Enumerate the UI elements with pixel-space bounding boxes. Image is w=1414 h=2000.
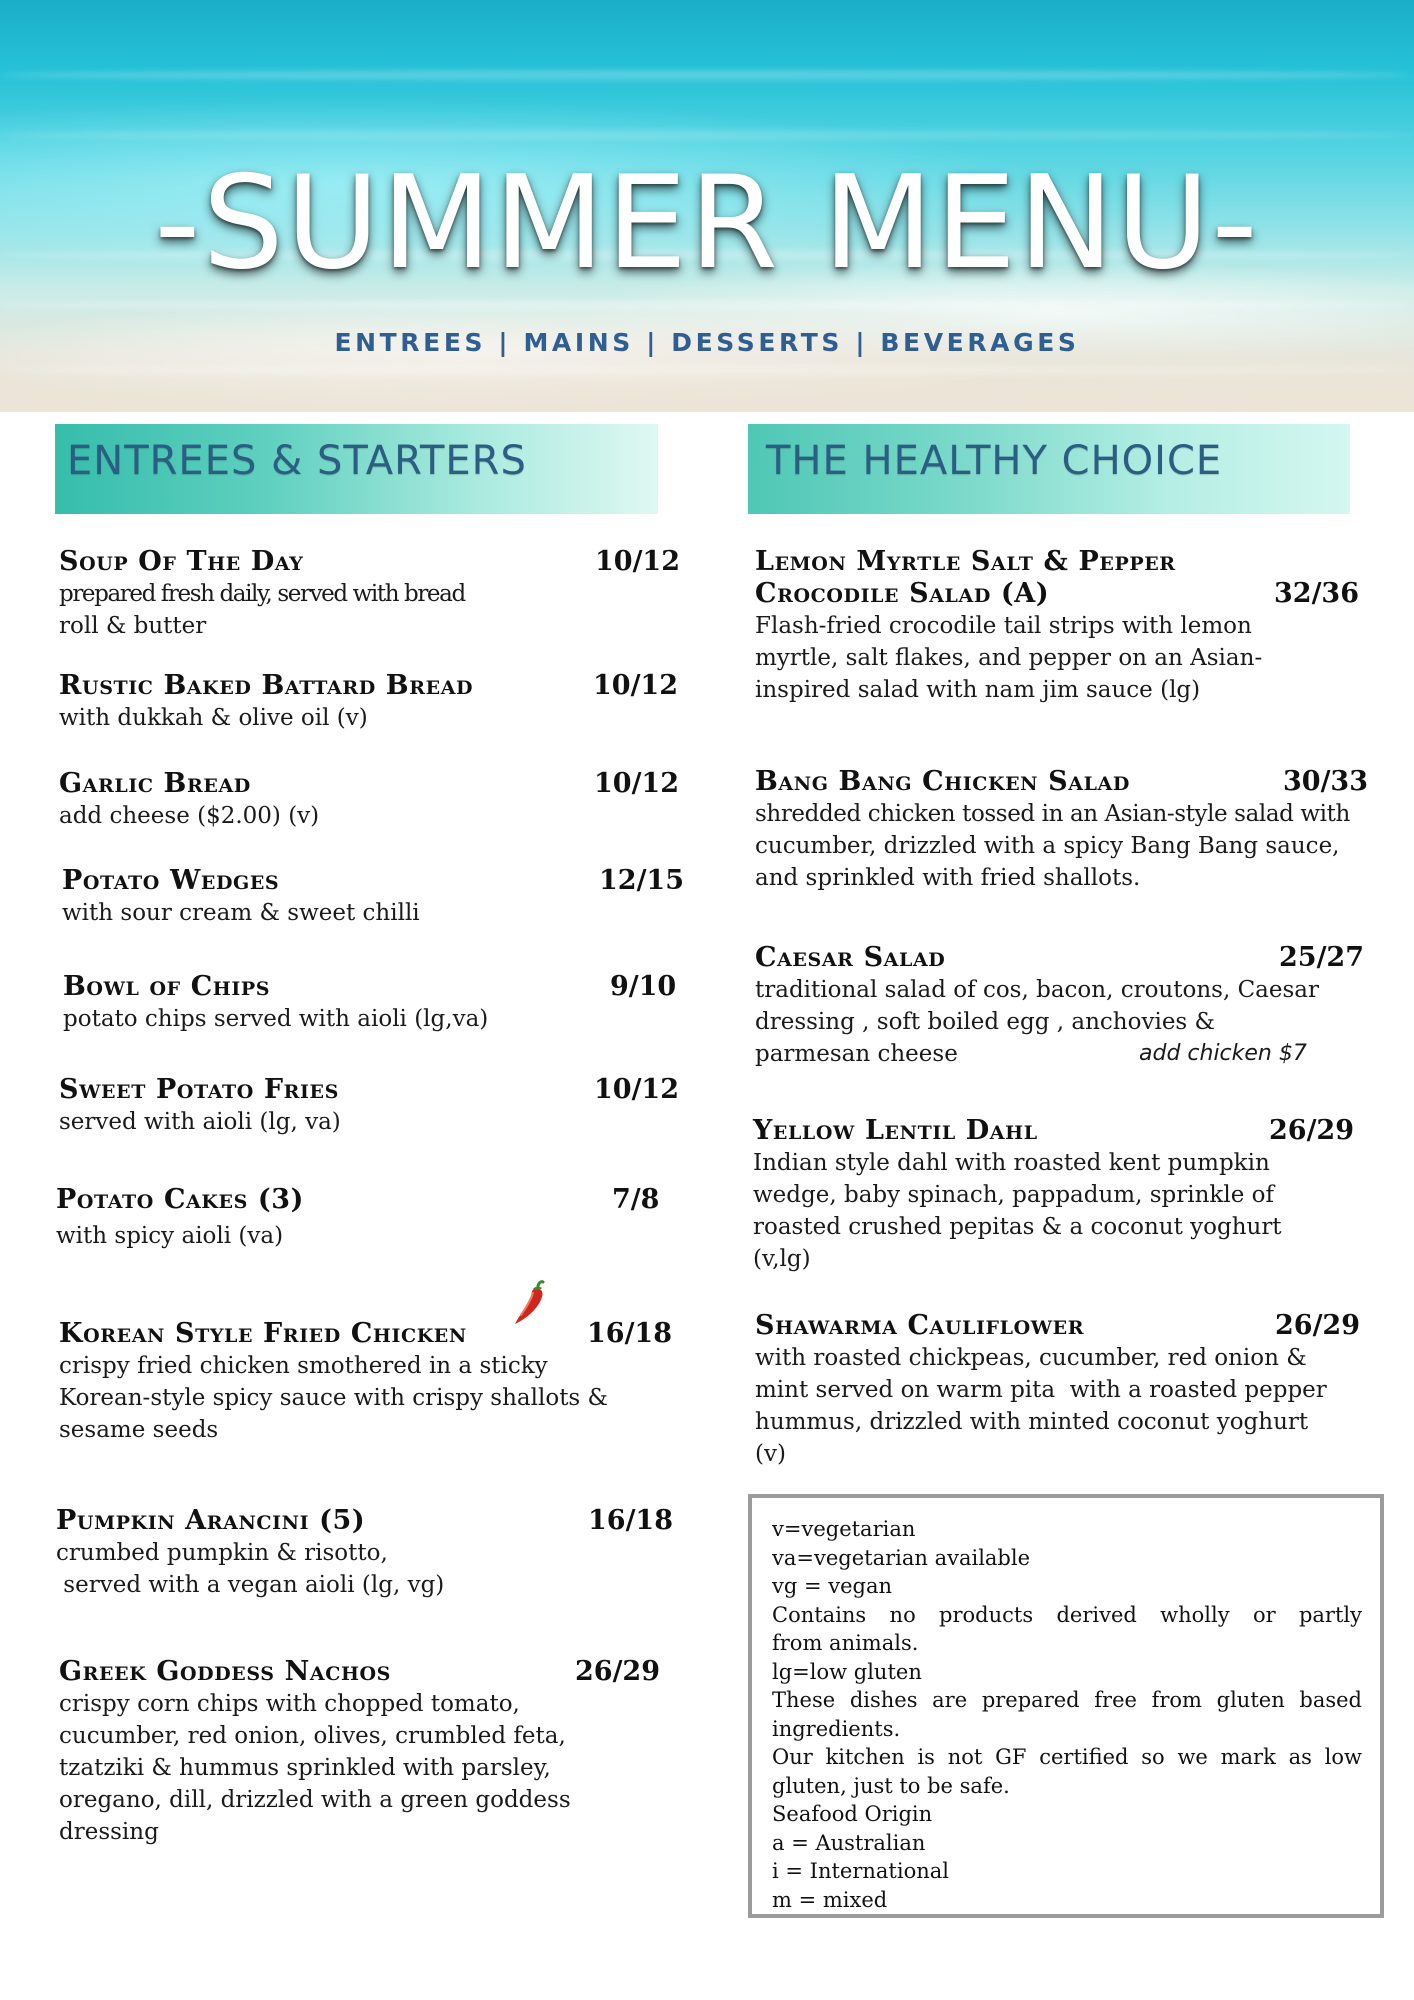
- item-price: 25/27: [1279, 942, 1365, 973]
- item-desc: myrtle, salt flakes, and pepper on an Asian-: [755, 645, 1263, 671]
- item-price: 26/29: [575, 1656, 661, 1687]
- item-name: Potato Cakes (3): [56, 1184, 305, 1215]
- item-price: 10/12: [593, 670, 679, 701]
- item-name: Bang Bang Chicken Salad: [755, 766, 1130, 797]
- menu-item-yellow-lentil-dahl: [753, 1115, 1363, 1275]
- item-name: Rustic Baked Battard Bread: [59, 670, 474, 701]
- item-desc: oregano, dill, drizzled with a green goddess: [59, 1787, 571, 1813]
- menu-item-bowl-of-chips: [63, 971, 677, 1035]
- menu-item-battard-bread: [59, 670, 679, 734]
- item-desc: roll & butter: [59, 613, 207, 639]
- item-desc: roasted crushed pepitas & a coconut yoghurt: [753, 1214, 1282, 1240]
- item-desc: served with aioli (lg, va): [59, 1109, 341, 1135]
- menu-item-crocodile-salad: [755, 546, 1365, 706]
- section-title-entrees: ENTREES & STARTERS: [55, 424, 658, 514]
- item-desc: and sprinkled with fried shallots.: [755, 865, 1141, 891]
- item-desc: crispy corn chips with chopped tomato,: [59, 1691, 520, 1717]
- item-desc: shredded chicken tossed in an Asian-style salad with: [755, 801, 1350, 827]
- legend-line: m = mixed: [772, 1887, 888, 1912]
- legend-line: v=vegetarian: [772, 1517, 916, 1541]
- item-desc: with spicy aioli (va): [56, 1223, 284, 1249]
- item-desc: dressing: [59, 1819, 159, 1845]
- item-desc: parmesan cheese: [755, 1041, 958, 1067]
- item-desc: Korean-style spicy sauce with crispy shallots &: [59, 1385, 609, 1411]
- item-price: 16/18: [587, 1318, 673, 1349]
- item-desc: tzatziki & hummus sprinkled with parsley,: [59, 1755, 551, 1781]
- item-name: Yellow Lentil Dahl: [753, 1115, 1038, 1146]
- menu-item-caesar-salad: [755, 942, 1365, 1070]
- menu-item-soup: [59, 546, 681, 642]
- legend-line: ingredients.: [772, 1716, 901, 1741]
- item-desc: cucumber, drizzled with a spicy Bang Bang sauce,: [755, 833, 1340, 859]
- legend-line: These dishes are prepared free from gluten based: [772, 1688, 1362, 1712]
- item-desc: cucumber, red onion, olives, crumbled feta,: [59, 1723, 566, 1749]
- item-price: 12/15: [599, 865, 685, 896]
- menu-item-pumpkin-arancini: [56, 1505, 674, 1601]
- menu-item-shawarma-cauliflower: [755, 1310, 1365, 1470]
- menu-item-garlic-bread: [59, 768, 680, 832]
- item-price: 10/12: [595, 546, 681, 577]
- legend-line: i = International: [772, 1859, 949, 1883]
- item-name: Crocodile Salad (A): [755, 578, 1050, 609]
- item-price: 26/29: [1275, 1310, 1361, 1341]
- chili-pepper-icon: [511, 1280, 551, 1326]
- item-name: Sweet Potato Fries: [59, 1074, 339, 1105]
- section-title-healthy: THE HEALTHY CHOICE: [748, 424, 1350, 514]
- hero-banner: [0, 0, 1414, 412]
- menu-item-potato-wedges: [62, 865, 685, 929]
- item-desc: crispy fried chicken smothered in a sticky: [59, 1353, 548, 1379]
- item-price: 7/8: [612, 1184, 660, 1215]
- item-name: Bowl of Chips: [63, 971, 271, 1002]
- item-name: Potato Wedges: [62, 865, 280, 896]
- item-desc: served with a vegan aioli (lg, vg): [56, 1572, 445, 1598]
- item-desc: hummus, drizzled with minted coconut yoghurt: [755, 1409, 1309, 1435]
- legend-line: vg = vegan: [772, 1574, 893, 1598]
- item-name: Lemon Myrtle Salt & Pepper: [755, 546, 1176, 577]
- menu-item-korean-fried-chicken: [59, 1318, 679, 1446]
- item-name: Garlic Bread: [59, 768, 251, 799]
- menu-subtitle: ENTREES | MAINS | DESSERTS | BEVERAGES: [334, 328, 1080, 357]
- item-price: 16/18: [588, 1505, 674, 1536]
- menu-item-sweet-potato-fries: [59, 1074, 680, 1138]
- legend-line: from animals.: [772, 1631, 919, 1655]
- item-name: Korean Style Fried Chicken: [59, 1318, 467, 1349]
- item-name: Shawarma Cauliflower: [755, 1310, 1085, 1341]
- legend-line: lg=low gluten: [772, 1659, 922, 1684]
- item-desc: Flash-fried crocodile tail strips with lemon: [755, 613, 1252, 639]
- legend-line: Our kitchen is not GF certified so we mark as low: [772, 1745, 1362, 1769]
- legend-line: gluten, just to be safe.: [772, 1773, 1010, 1798]
- item-desc: wedge, baby spinach, pappadum, sprinkle of: [753, 1182, 1274, 1208]
- item-price: 26/29: [1269, 1115, 1355, 1146]
- item-price: 30/33: [1283, 766, 1369, 797]
- item-price: 9/10: [610, 971, 677, 1002]
- item-name: Pumpkin Arancini (5): [56, 1505, 366, 1536]
- item-desc: add cheese ($2.00) (v): [59, 803, 320, 829]
- item-desc: with roasted chickpeas, cucumber, red onion &: [755, 1345, 1307, 1371]
- menu-item-potato-cakes: [56, 1184, 666, 1252]
- item-desc: crumbed pumpkin & risotto,: [56, 1540, 388, 1566]
- item-price: 10/12: [594, 768, 680, 799]
- dietary-legend: [748, 1494, 1384, 1918]
- item-price: 32/36: [1274, 578, 1360, 609]
- legend-line: va=vegetarian available: [772, 1545, 1031, 1570]
- item-desc: (v,lg): [753, 1246, 811, 1272]
- item-desc: potato chips served with aioli (lg,va): [63, 1006, 489, 1032]
- item-desc: sesame seeds: [59, 1417, 219, 1443]
- item-desc: Indian style dahl with roasted kent pumpkin: [753, 1150, 1270, 1176]
- legend-line: Seafood Origin: [772, 1802, 933, 1826]
- legend-line: a = Australian: [772, 1830, 926, 1855]
- item-name: Soup Of The Day: [59, 546, 304, 577]
- item-desc: (v): [755, 1441, 786, 1467]
- menu-item-bang-bang-chicken-salad: [755, 766, 1369, 894]
- item-desc: inspired salad with nam jim sauce (lg): [755, 677, 1201, 703]
- item-desc: with sour cream & sweet chilli: [62, 900, 420, 926]
- item-desc: mint served on warm pita with a roasted pepper: [755, 1377, 1327, 1403]
- item-name: Greek Goddess Nachos: [59, 1656, 391, 1687]
- legend-line: Contains no products derived wholly or partly: [772, 1602, 1362, 1627]
- menu-title: -SUMMER MENU-: [154, 149, 1260, 298]
- item-name: Caesar Salad: [755, 942, 946, 973]
- caesar-addon-note: add chicken $7: [1139, 1041, 1307, 1066]
- item-desc: traditional salad of cos, bacon, croutons, Caesar: [755, 977, 1320, 1003]
- item-desc: dressing , soft boiled egg , anchovies &: [755, 1009, 1216, 1035]
- item-desc: prepared fresh daily, served with bread: [59, 581, 465, 607]
- item-desc: with dukkah & olive oil (v): [59, 705, 368, 731]
- menu-item-greek-goddess-nachos: [59, 1656, 669, 1848]
- item-price: 10/12: [594, 1074, 680, 1105]
